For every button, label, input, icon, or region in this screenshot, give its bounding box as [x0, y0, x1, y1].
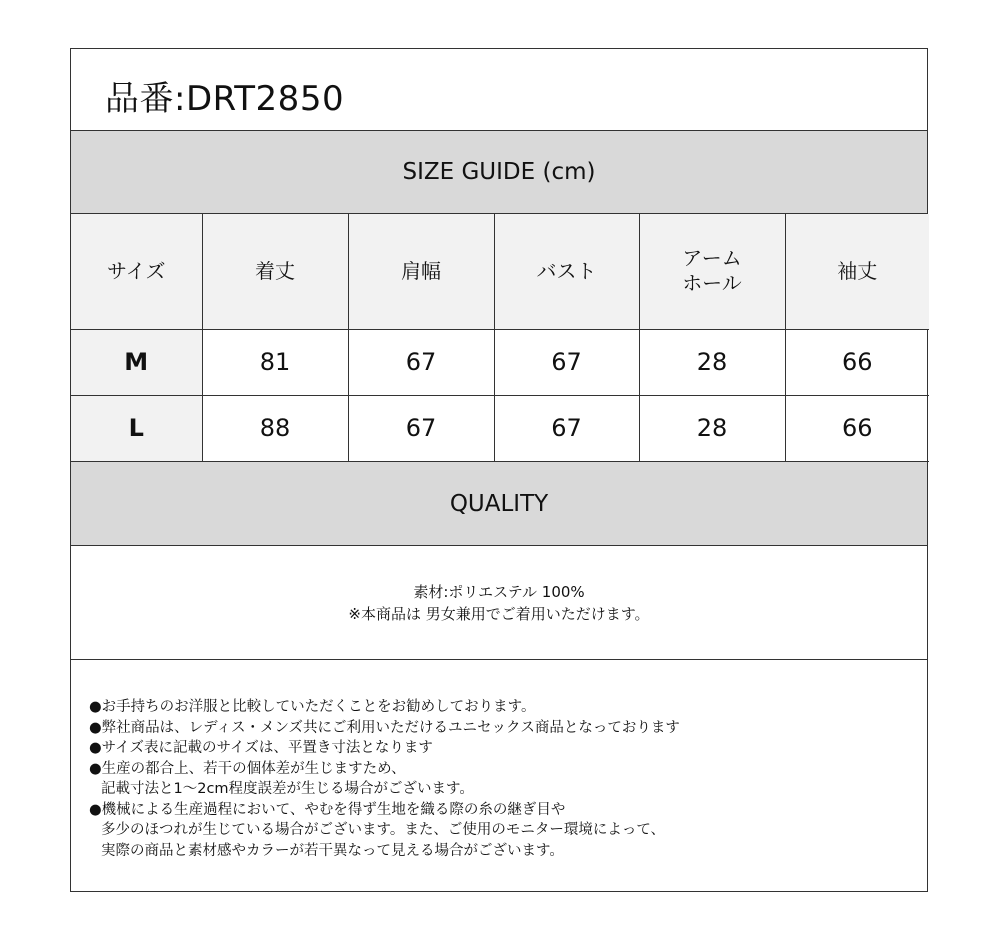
note-item: ●弊社商品は、レディス・メンズ共にご利用いただけるユニセックス商品となっております: [89, 719, 680, 736]
product-code: 品番:DRT2850: [105, 79, 345, 119]
table-row: [71, 395, 929, 461]
size-chart-frame: [70, 48, 928, 892]
header-shoulder: 肩幅: [348, 214, 494, 329]
size-guide-band: [71, 131, 927, 214]
size-label: L: [71, 395, 202, 461]
header-bust: バスト: [494, 214, 639, 329]
value-shoulder: 67: [348, 395, 494, 461]
product-code-header: [71, 49, 927, 131]
size-table: [71, 214, 929, 462]
size-label: M: [71, 329, 202, 395]
note-item-continued: 実際の商品と素材感やカラーが若干異なって見える場合がございます。: [101, 842, 564, 859]
note-item: ●サイズ表に記載のサイズは、平置き寸法となります: [89, 740, 433, 756]
value-sleeve: 66: [785, 329, 929, 395]
note-item-continued: 多少のほつれが生じている場合がございます。また、ご使用のモニター環境によって、: [101, 822, 666, 838]
header-armhole-line2: ホール: [682, 271, 742, 296]
material-composition: 素材:ポリエステル 100%: [413, 582, 585, 601]
header-length: 着丈: [202, 214, 348, 329]
header-armhole-line1: アーム: [682, 246, 742, 271]
notes-list: [89, 697, 680, 861]
quality-label: QUALITY: [449, 490, 549, 517]
value-armhole: 28: [639, 395, 785, 461]
note-item: ●生産の都合上、若干の個体差が生じますため、: [89, 760, 406, 777]
quality-band: [71, 462, 927, 546]
header-armhole: [639, 214, 785, 329]
note-item: ●お手持ちのお洋服と比較していただくことをお勧めしております。: [89, 699, 536, 715]
table-row: [71, 329, 929, 395]
value-bust: 67: [494, 329, 639, 395]
size-guide-label: SIZE GUIDE (cm): [402, 159, 596, 185]
value-length: 81: [202, 329, 348, 395]
value-sleeve: 66: [785, 395, 929, 461]
value-armhole: 28: [639, 329, 785, 395]
value-shoulder: 67: [348, 329, 494, 395]
size-table-header-row: [71, 214, 929, 329]
note-item: ●機械による生産過程において、やむを得ず生地を織る際の糸の継ぎ目や: [89, 801, 566, 818]
value-bust: 67: [494, 395, 639, 461]
header-size: サイズ: [71, 214, 202, 329]
unisex-note: ※本商品は 男女兼用でご着用いただけます。: [348, 604, 650, 623]
value-length: 88: [202, 395, 348, 461]
note-item-continued: 記載寸法と1～2cm程度誤差が生じる場合がございます。: [101, 781, 474, 797]
header-sleeve: 袖丈: [785, 214, 929, 329]
materials-section: [71, 546, 927, 660]
